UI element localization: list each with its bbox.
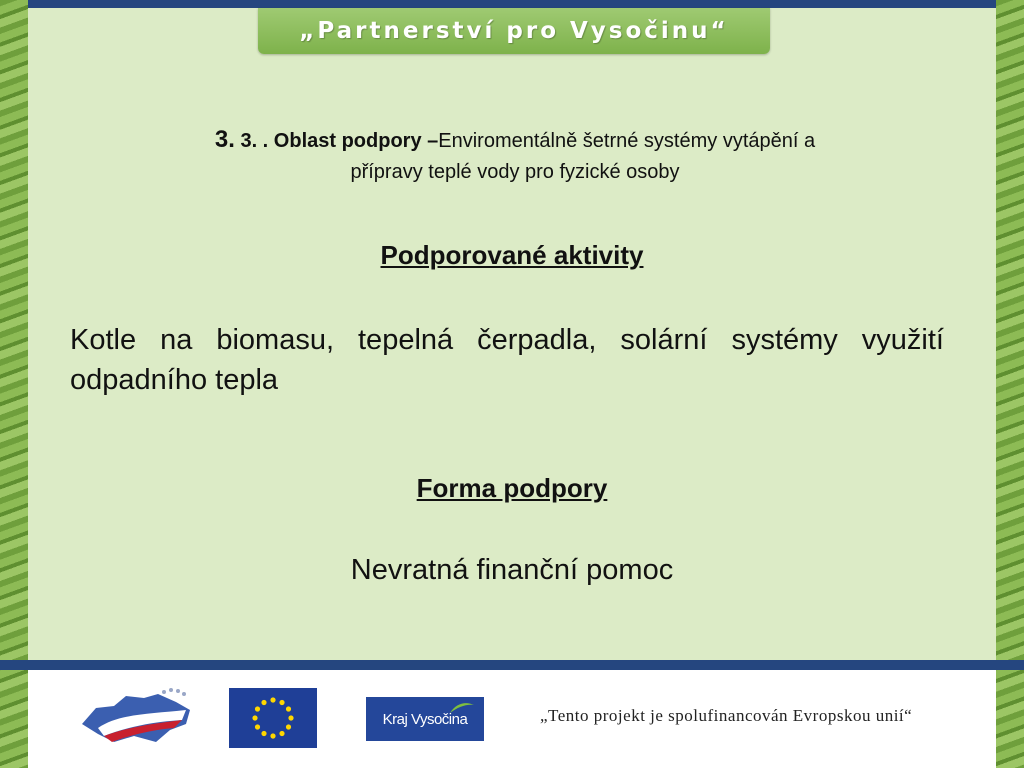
header-title: „Partnerství pro Vysočinu“: [299, 18, 729, 44]
top-bar: [0, 0, 1024, 8]
title-desc-line2: přípravy teplé vody pro fyzické osoby: [350, 161, 680, 183]
footer-note: „Tento projekt je spolufinancován Evropskou unií“: [540, 706, 913, 725]
slide-title: [100, 124, 930, 188]
kraj-swoosh-icon: [448, 701, 476, 715]
eu-flag-logo: [229, 688, 317, 748]
eu-stars-icon: [229, 688, 317, 748]
section-text-activities: Kotle na biomasu, tepelná čerpadla, solární systémy využití odpadního tepla: [70, 324, 944, 396]
title-number: 3.: [214, 126, 235, 153]
kraj-label: Kraj Vysočina: [382, 710, 468, 728]
left-border-decoration: [0, 0, 28, 768]
section-heading-activities: Podporované aktivity: [380, 240, 644, 270]
header-banner: [258, 8, 770, 54]
section-heading-form: Forma podpory: [416, 473, 608, 503]
bottom-bar: [0, 660, 1024, 670]
title-label: 3. . Oblast podpory –: [234, 130, 439, 152]
kraj-vysocina-logo: [366, 697, 484, 741]
right-border-decoration: [996, 0, 1024, 768]
czech-map-logo: [78, 684, 196, 748]
section-text-form: Nevratná finanční pomoc: [350, 554, 674, 586]
title-desc-line1: Enviromentálně šetrné systémy vytápění a: [438, 130, 816, 152]
